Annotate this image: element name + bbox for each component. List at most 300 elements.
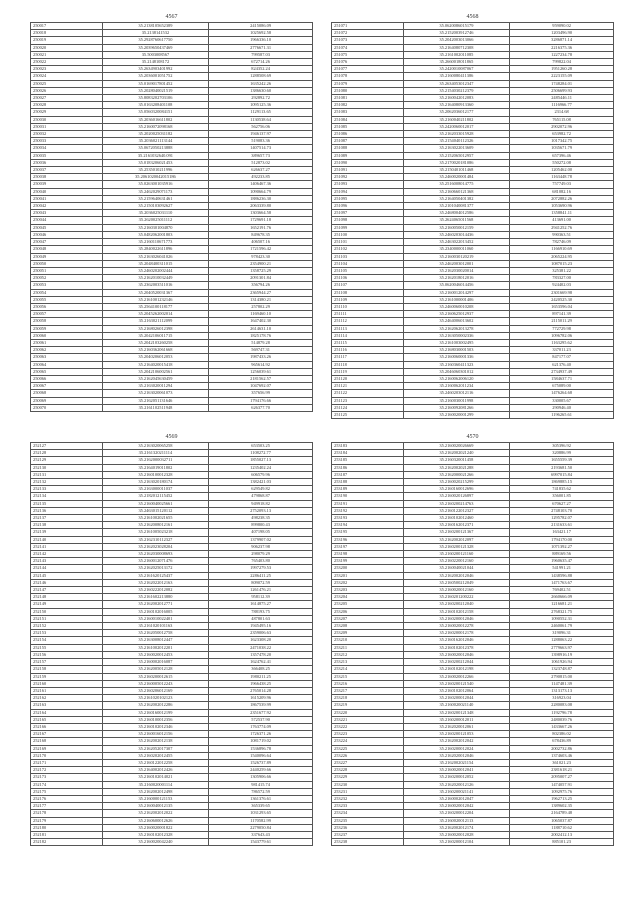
cell-coordinate: 35.2042103260258 (102, 339, 208, 346)
cell-coordinate: 35.2161032640.091 (102, 152, 208, 159)
cell-id: 250023 (31, 66, 103, 73)
cell-id: 253210 (332, 637, 404, 644)
cell-value: 924402.03 (510, 282, 614, 289)
table-row (332, 59, 614, 66)
cell-value: 1987433.26 (209, 354, 313, 361)
cell-id: 250030 (31, 116, 103, 123)
cell-value: 492233.85 (209, 174, 313, 181)
cell-coordinate: 35.2161020101163 (102, 623, 208, 630)
cell-value: 1471763.67 (510, 579, 614, 586)
cell-id: 250039 (31, 181, 103, 188)
cell-id: 251072 (332, 30, 404, 37)
table-row (31, 260, 313, 267)
cell-coordinate: 35.2460060010208 (403, 303, 509, 310)
cell-value: 1288508.69 (209, 73, 313, 80)
cell-value: 2471038.22 (209, 644, 313, 651)
cell-id: 252152 (31, 623, 103, 630)
table-row (332, 543, 614, 550)
cell-coordinate: 35.2162010032449 (102, 275, 208, 282)
cell-value: 1025692.58 (209, 30, 313, 37)
table-row (31, 752, 313, 759)
cell-coordinate: 35.2160162012046 (403, 637, 509, 644)
table-row (332, 30, 614, 37)
cell-coordinate: 35.2160200121160 (403, 551, 509, 558)
cell-coordinate: 35.2160020001114 (102, 781, 208, 788)
panel-4568 (331, 12, 614, 419)
table-row (332, 817, 614, 824)
cell-id: 252151 (31, 615, 103, 622)
table-row (31, 138, 313, 145)
cell-id: 251101 (332, 239, 404, 246)
cell-id: 252162 (31, 695, 103, 702)
cell-coordinate: 35.2160110671773 (102, 239, 208, 246)
cell-id: 253215 (332, 673, 404, 680)
cell-id: 252141 (31, 543, 103, 550)
cell-coordinate: 35.5003008567 (102, 51, 208, 58)
table-row (31, 515, 313, 522)
cell-value: 319096.31 (510, 630, 614, 637)
cell-id: 251123 (332, 397, 404, 404)
cell-value: 1635242.26 (209, 80, 313, 87)
table-row (31, 529, 313, 536)
cell-coordinate: 35.2160200214763 (403, 500, 509, 507)
cell-value: 2779663.97 (510, 644, 614, 651)
table-row (31, 203, 313, 210)
cell-coordinate: 35.2162002021240 (403, 450, 509, 457)
cell-value: 2480039.76 (510, 716, 614, 723)
cell-id: 251119 (332, 368, 404, 375)
cell-coordinate: 35.2163022013609 (403, 145, 509, 152)
table-row (31, 66, 313, 73)
cell-value: 1147481.39 (510, 680, 614, 687)
table-row (332, 73, 614, 80)
cell-id: 250045 (31, 224, 103, 231)
cell-coordinate: 35.2160200121367 (403, 529, 509, 536)
cell-coordinate: 35.2162002012042 (403, 738, 509, 745)
cell-coordinate: 35.2160162012371 (403, 522, 509, 529)
cell-coordinate: 35.2160040012135 (102, 803, 208, 810)
cell-coordinate: 35.2160102016005 (102, 608, 208, 615)
cell-coordinate: 35.2160102012198 (403, 666, 509, 673)
cell-value: 1536896.78 (209, 745, 313, 752)
panel-4570 (331, 432, 614, 846)
cell-value: 2365944.27 (209, 289, 313, 296)
cell-value: 2091301.84 (209, 275, 313, 282)
cell-value: 626377.70 (209, 404, 313, 411)
cell-coordinate: 35.2160102012328 (102, 831, 208, 838)
cell-id: 251090 (332, 159, 404, 166)
cell-value: 1196265.61 (510, 411, 614, 418)
cell-value: 672714.26 (209, 59, 313, 66)
cell-value: 356794.26 (209, 282, 313, 289)
cell-value: 1031293.65 (209, 810, 313, 817)
cell-id: 253201 (332, 572, 404, 579)
cell-id: 251079 (332, 80, 404, 87)
cell-coordinate: 35.2160072098168 (102, 123, 208, 130)
table-row (332, 66, 614, 73)
cell-coordinate: 35.2160200121053 (403, 731, 509, 738)
cell-id: 253208 (332, 623, 404, 630)
table-row (31, 23, 313, 30)
cell-value: 1614875.27 (209, 601, 313, 608)
table-row (31, 522, 313, 529)
cell-id: 250064 (31, 361, 103, 368)
table-row (332, 37, 614, 44)
table-row (332, 275, 614, 282)
table-row (332, 145, 614, 152)
cell-value: 1474057.91 (510, 781, 614, 788)
table-row (332, 239, 614, 246)
table-row (332, 282, 614, 289)
cell-coordinate: 35.2160002016087 (102, 659, 208, 666)
cell-coordinate: 35.2160020012046 (403, 651, 509, 658)
cell-value: 330005.67 (510, 397, 614, 404)
cell-value: 1867539.99 (209, 702, 313, 709)
cell-coordinate: 35.2160200012104 (403, 839, 509, 846)
cell-coordinate: 35.2160200012052 (403, 774, 509, 781)
cell-value: 498238.35 (209, 515, 313, 522)
cell-id: 250063 (31, 354, 103, 361)
table-row (332, 644, 614, 651)
table-row (31, 630, 313, 637)
cell-value: 847177.07 (510, 354, 614, 361)
table-row (332, 695, 614, 702)
cell-value: 2095007.27 (510, 774, 614, 781)
table-row (31, 666, 313, 673)
cell-value: 298079.29 (209, 551, 313, 558)
cell-id: 251108 (332, 289, 404, 296)
cell-id: 252140 (31, 536, 103, 543)
cell-value: 407198.05 (209, 529, 313, 536)
cell-coordinate: 35.2160020012266 (403, 673, 509, 680)
table-row (31, 318, 313, 325)
table-row (332, 774, 614, 781)
cell-value: 1170582.99 (209, 817, 313, 824)
table-row (31, 239, 313, 246)
table-row (31, 167, 313, 174)
table-row (31, 479, 313, 486)
cell-id: 253233 (332, 803, 404, 810)
cell-id: 253230 (332, 781, 404, 788)
cell-id: 253196 (332, 536, 404, 543)
table-row (31, 116, 313, 123)
cell-value: 741835.62 (510, 486, 614, 493)
cell-id: 251117 (332, 354, 404, 361)
table-row (31, 102, 313, 109)
cell-coordinate: 35.2163050002336 (403, 332, 509, 339)
table-row (31, 572, 313, 579)
cell-value: 1256039.61 (209, 368, 313, 375)
cell-value: 1379907.02 (209, 536, 313, 543)
table-row (332, 551, 614, 558)
cell-coordinate: 35.2516008014775 (403, 181, 509, 188)
cell-id: 252148 (31, 594, 103, 601)
cell-value: 897141.39 (510, 311, 614, 318)
cell-id: 253231 (332, 788, 404, 795)
cell-id: 252156 (31, 651, 103, 658)
cell-id: 250036 (31, 159, 103, 166)
cell-coordinate: 35.2160002012047 (403, 795, 509, 802)
table-row (31, 500, 313, 507)
cell-value: 757749.03 (510, 181, 614, 188)
cell-id: 252153 (31, 630, 103, 637)
cell-id: 250050 (31, 260, 103, 267)
cell-value: 799822.04 (510, 59, 614, 66)
table-row (332, 709, 614, 716)
cell-id: 252157 (31, 659, 103, 666)
cell-id: 253213 (332, 659, 404, 666)
table-row (31, 95, 313, 102)
cell-value: 512873.02 (209, 159, 313, 166)
cell-coordinate: 35.2040206012053 (102, 354, 208, 361)
cell-coordinate: 35.2160200012204 (403, 810, 509, 817)
cell-value: 849678.35 (209, 231, 313, 238)
cell-id: 251085 (332, 123, 404, 130)
cell-coordinate: 35.2161320211114 (102, 450, 208, 457)
cell-value: 675089.00 (510, 383, 614, 390)
table-row (31, 803, 313, 810)
cell-coordinate: 35.2161002011085 (403, 51, 509, 58)
cell-value: 788193.75 (209, 608, 313, 615)
table-row (332, 723, 614, 730)
cell-coordinate: 35.2460203014436 (403, 231, 509, 238)
cell-id: 253229 (332, 774, 404, 781)
cell-value: 1825178.76 (209, 332, 313, 339)
cell-id: 251083 (332, 109, 404, 116)
cell-value: 1962713.25 (510, 795, 614, 802)
cell-coordinate: 35.2160020012028 (403, 831, 509, 838)
panel-title: 4569 (165, 434, 178, 440)
table-row (332, 332, 614, 339)
cell-value: 1288063.22 (510, 637, 614, 644)
cell-coordinate: 35.2634053012347 (403, 80, 509, 87)
table-row (31, 152, 313, 159)
table-body (31, 443, 313, 846)
cell-id: 253237 (332, 831, 404, 838)
cell-id: 253220 (332, 709, 404, 716)
cell-coordinate: 35.2163020180174 (102, 479, 208, 486)
cell-coordinate: 35.2160600012626 (102, 817, 208, 824)
cell-value: 2415086.09 (209, 23, 313, 30)
table-row (332, 289, 614, 296)
table-row (31, 680, 313, 687)
table-row (31, 831, 313, 838)
cell-value: 2460061.79 (510, 623, 614, 630)
cell-coordinate: 35.2460020001484 (403, 174, 509, 181)
cell-coordinate: 35.2163026041026 (102, 253, 208, 260)
cell-value: 2301669.98 (510, 289, 614, 296)
cell-id: 253219 (332, 702, 404, 709)
cell-value: 2734937.49 (510, 368, 614, 375)
table-row (332, 587, 614, 594)
cell-value: 487801.63 (209, 615, 313, 622)
cell-id: 251107 (332, 282, 404, 289)
cell-coordinate: 35.2160362061668 (102, 347, 208, 354)
cell-id: 253221 (332, 716, 404, 723)
cell-value: 406507.16 (209, 239, 313, 246)
table-row (332, 716, 614, 723)
table-row (332, 318, 614, 325)
table-row (31, 37, 313, 44)
cell-value: 1295782.07 (510, 515, 614, 522)
cell-coordinate: 35.2160122012327 (403, 507, 509, 514)
table-row (332, 651, 614, 658)
table-row (31, 397, 313, 404)
table-row (31, 709, 313, 716)
cell-coordinate: 35.2160020012160 (403, 587, 509, 594)
cell-id: 252147 (31, 587, 103, 594)
table-row (31, 579, 313, 586)
cell-id: 250065 (31, 368, 103, 375)
cell-id: 251118 (332, 361, 404, 368)
cell-coordinate: 35.2163020011294 (102, 383, 208, 390)
table-row (31, 615, 313, 622)
cell-coordinate: 35.2101040081377 (403, 203, 509, 210)
table-row (31, 731, 313, 738)
cell-value: 1090664.79 (209, 188, 313, 195)
cell-value: 681082.16 (510, 188, 614, 195)
cell-id: 252163 (31, 702, 103, 709)
table-row (332, 795, 614, 802)
cell-value: 1653596.04 (510, 303, 614, 310)
cell-value: 2065224.95 (510, 253, 614, 260)
cell-coordinate: 35.2420010087067 (403, 66, 509, 73)
cell-id: 253197 (332, 543, 404, 550)
cell-coordinate: 35.2468004012586 (403, 210, 509, 217)
table-row (332, 138, 614, 145)
cell-coordinate: 35.2160010022401 (102, 615, 208, 622)
table-row (31, 231, 313, 238)
table-row (31, 303, 313, 310)
cell-id: 253232 (332, 795, 404, 802)
cell-coordinate: 35.2161000001406 (403, 296, 509, 303)
cell-id: 251086 (332, 131, 404, 138)
cell-coordinate: 35.2362003511016 (102, 282, 208, 289)
cell-value: 657396.46 (510, 152, 614, 159)
table-row (31, 253, 313, 260)
cell-value: 1096782.06 (510, 332, 614, 339)
cell-id: 251095 (332, 195, 404, 202)
cell-coordinate: 35.2161003002495 (403, 339, 509, 346)
cell-value: 1945495.16 (209, 623, 313, 630)
table-row (332, 375, 614, 382)
cell-coordinate: 35.2162018012016 (403, 275, 509, 282)
cell-value: 316923.04 (510, 695, 614, 702)
cell-coordinate: 35.2161020102123 (102, 695, 208, 702)
cell-coordinate: 35.2160200212044 (403, 659, 509, 666)
cell-value: 786572.59 (209, 788, 313, 795)
cell-coordinate: 35.8083202703106 (102, 95, 208, 102)
cell-coordinate: 35.2160030120219 (403, 253, 509, 260)
cell-coordinate: 35.2168026012398 (102, 325, 208, 332)
table-row (31, 404, 313, 411)
cell-value: 519083.36 (209, 138, 313, 145)
cell-id: 252179 (31, 817, 103, 824)
cell-id: 251105 (332, 267, 404, 274)
cell-id: 251102 (332, 246, 404, 253)
table-row (31, 383, 313, 390)
table-row (332, 493, 614, 500)
cell-value: 1748284.01 (510, 80, 614, 87)
table-row (31, 824, 313, 831)
cell-value: 606579.96 (209, 471, 313, 478)
cell-value: 2164789.48 (510, 810, 614, 817)
cell-id: 252135 (31, 500, 103, 507)
table-row (332, 174, 614, 181)
table-row (332, 246, 614, 253)
cell-id: 253202 (332, 579, 404, 586)
cell-coordinate: 35.2162030020014 (403, 267, 509, 274)
cell-id: 250042 (31, 203, 103, 210)
cell-coordinate: 35.2162030008693 (102, 551, 208, 558)
cell-id: 251115 (332, 339, 404, 346)
cell-value: 2902072.96 (510, 123, 614, 130)
cell-coordinate: 35.2160222012082 (102, 587, 208, 594)
cell-coordinate: 35.2160020021140 (403, 702, 509, 709)
cell-value: 1886236.30 (209, 195, 313, 202)
table-row (332, 781, 614, 788)
cell-id: 250034 (31, 145, 103, 152)
cell-coordinate: 35.2160020012453 (102, 651, 208, 658)
cell-coordinate: 35.2162002012771 (102, 601, 208, 608)
cell-coordinate: 35.2660018011865 (403, 59, 509, 66)
cell-value: 2279050.84 (209, 824, 313, 831)
cell-coordinate: 35.2164019011802 (102, 464, 208, 471)
cell-coordinate: 35.2162002012498 (102, 788, 208, 795)
cell-value: 1095125.36 (209, 102, 313, 109)
cell-id: 253200 (332, 565, 404, 572)
cell-value: 626637.27 (209, 167, 313, 174)
cell-coordinate: 35.2163008012447 (102, 637, 208, 644)
cell-coordinate: 35.2162020012061 (403, 723, 509, 730)
cell-id: 251110 (332, 303, 404, 310)
cell-id: 253204 (332, 594, 404, 601)
table-row (31, 73, 313, 80)
cell-coordinate: 35.0672050213888 (102, 145, 208, 152)
table-row (31, 781, 313, 788)
cell-coordinate: 35.2154030212379 (403, 87, 509, 94)
cell-id: 252128 (31, 450, 103, 457)
cell-coordinate: 35.2160500212049 (403, 579, 509, 586)
cell-value: 1017342.75 (510, 138, 614, 145)
cell-coordinate: 35.0183206021453 (102, 159, 208, 166)
table-row (332, 594, 614, 601)
table-row (332, 361, 614, 368)
table-row (332, 507, 614, 514)
cell-coordinate: 35.2152065012957 (403, 152, 509, 159)
table-row (31, 702, 313, 709)
cell-coordinate: 35.2634903401992 (102, 66, 208, 73)
cell-coordinate: 35.2160062006120 (403, 375, 509, 382)
cell-value: 2002732.86 (510, 745, 614, 752)
table-row (332, 109, 614, 116)
cell-value: 366408.25 (209, 666, 313, 673)
cell-coordinate: 35.2162045630459 (102, 375, 208, 382)
cell-value: 1087015.23 (510, 260, 614, 267)
cell-value: 949918.82 (209, 500, 313, 507)
table-row (332, 623, 614, 630)
cell-value: 809072.59 (209, 579, 313, 586)
cell-id: 252167 (31, 731, 103, 738)
table-row (31, 289, 313, 296)
data-table (331, 22, 614, 419)
cell-coordinate: 35.2162000021266 (403, 471, 509, 478)
cell-value: 2748103.70 (510, 507, 614, 514)
cell-coordinate: 35.2160200012615 (102, 673, 208, 680)
cell-coordinate: 35.2162052017307 (102, 745, 208, 752)
cell-id: 253183 (332, 443, 404, 450)
cell-coordinate: 35.2160200212040 (403, 601, 509, 608)
